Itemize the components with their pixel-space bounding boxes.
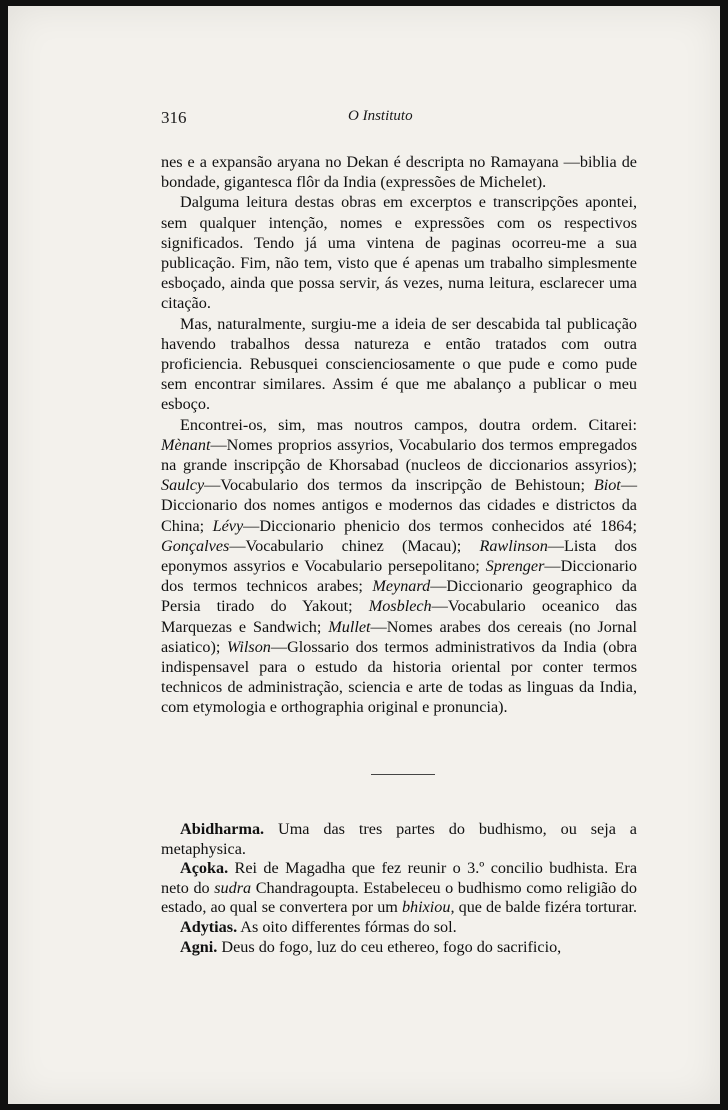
text-run: —Vocabulario chinez (Macau); — [229, 536, 480, 555]
paragraph — [161, 415, 637, 718]
book-page — [8, 6, 720, 1104]
paragraph — [161, 152, 637, 192]
running-title: O Instituto — [348, 108, 413, 124]
italic-run: Sprenger — [485, 557, 545, 576]
italic-run: Gonçalves — [161, 536, 230, 555]
text-run: nes e a expansão aryana no Dekan é descripta no Ramayana —biblia de bondade, gigantesca flôr da India (expressões de Michelet). — [161, 153, 637, 192]
text-run: —Diccionario dos termos technicos arabes; — [161, 557, 637, 596]
text-run: Rei de Magadha que fez reunir o 3.º concilio budhista. Era neto do — [161, 859, 637, 897]
text-run: As oito differentes fórmas do sol. — [237, 917, 457, 936]
page-header — [8, 108, 720, 132]
page-number: 316 — [161, 108, 187, 127]
italic-run: Meynard — [372, 577, 431, 596]
glossary — [161, 820, 637, 957]
text-run: —Diccionario geographico da Persia tirado do Yakout; — [161, 577, 637, 616]
body-text — [161, 152, 637, 718]
text-run: que de balde fizéra torturar. — [454, 898, 638, 917]
italic-run: Lévy — [212, 516, 244, 535]
text-run: —Vocabulario oceanico das Marquezas e Sandwich; — [161, 597, 637, 636]
text-run: —Glossario dos termos administrativos da India (obra indispensavel para o estudo da historia oriental por conter termos technicos de administração, sciencia e arte de todas as linguas da India, com etymologia e orthographia original e pronuncia). — [161, 637, 637, 717]
glossary-term: Açoka. — [180, 859, 229, 878]
italic-run: Mosblech — [368, 597, 432, 616]
text-run: —Vocabulario dos termos da inscripção de Behistoun; — [204, 476, 594, 495]
paragraph — [161, 314, 637, 415]
italic-run: Biot — [593, 476, 621, 495]
glossary-term: Abidharma. — [180, 820, 265, 838]
glossary-entry — [161, 820, 637, 859]
italic-run: Wilson — [226, 637, 271, 656]
glossary-entry — [161, 859, 637, 918]
text-run: Chandragoupta. Estabeleceu o budhismo como religião do estado, ao qual se convertera por um — [161, 878, 637, 917]
text-run: —Lista dos eponymos assyrios e Vocabulario persepolitano; — [161, 536, 637, 576]
italic-run: Mènant — [161, 435, 211, 454]
section-divider — [371, 774, 435, 775]
glossary-entry — [161, 938, 637, 958]
text-run: —Nomes proprios assyrios, Vocabulario dos termos empregados na grande inscripção de Khorsabad (nucleos de diccionarios assyrios); — [161, 435, 637, 475]
glossary-term: Agni. — [180, 937, 218, 956]
italic-run: Mullet — [328, 617, 371, 636]
italic-run: sudra — [214, 878, 252, 897]
text-run: Encontrei-os, sim, mas noutros campos, doutra ordem. Citarei: — [180, 415, 637, 434]
text-run: —Nomes arabes dos cereais (no Jornal asiatico); — [161, 617, 637, 656]
text-run: —Diccionario dos nomes antigos e modernos das cidades e districtos da China; — [161, 476, 637, 535]
italic-run: bhixiou, — [401, 898, 455, 917]
text-run: Dalguma leitura destas obras em excerptos e transcripções apontei, sem qualquer intenção, nomes e expressões com os respectivos significados. Tendo já uma vintena de paginas ocorreu-me a sua publicação. Fim, não tem, visto que é apenas um trabalho simplesmente esboçado, ainda que possa servir, ás vezes, numa leitura, esclarecer uma citação. — [161, 193, 637, 313]
italic-run: Rawlinson — [479, 536, 548, 555]
glossary-entry — [161, 918, 637, 938]
italic-run: Saulcy — [161, 476, 205, 495]
text-run: Uma das tres partes do budhismo, ou seja a metaphysica. — [161, 820, 637, 858]
paragraph — [161, 192, 637, 313]
text-run: Mas, naturalmente, surgiu-me a ideia de ser descabida tal publicação havendo trabalhos dessa natureza e então tratados com outra proficiencia. Rebusquei conscienciosamente o que pude e como pude sem encontrar similares. Assim é que me abalanço a publicar o meu esboço. — [161, 314, 637, 414]
text-run: Deus do fogo, luz do ceu ethereo, fogo do sacrificio, — [217, 937, 562, 956]
text-run: —Diccionario phenicio dos termos conhecidos até 1864; — [243, 516, 637, 535]
glossary-term: Adytias. — [180, 917, 238, 936]
